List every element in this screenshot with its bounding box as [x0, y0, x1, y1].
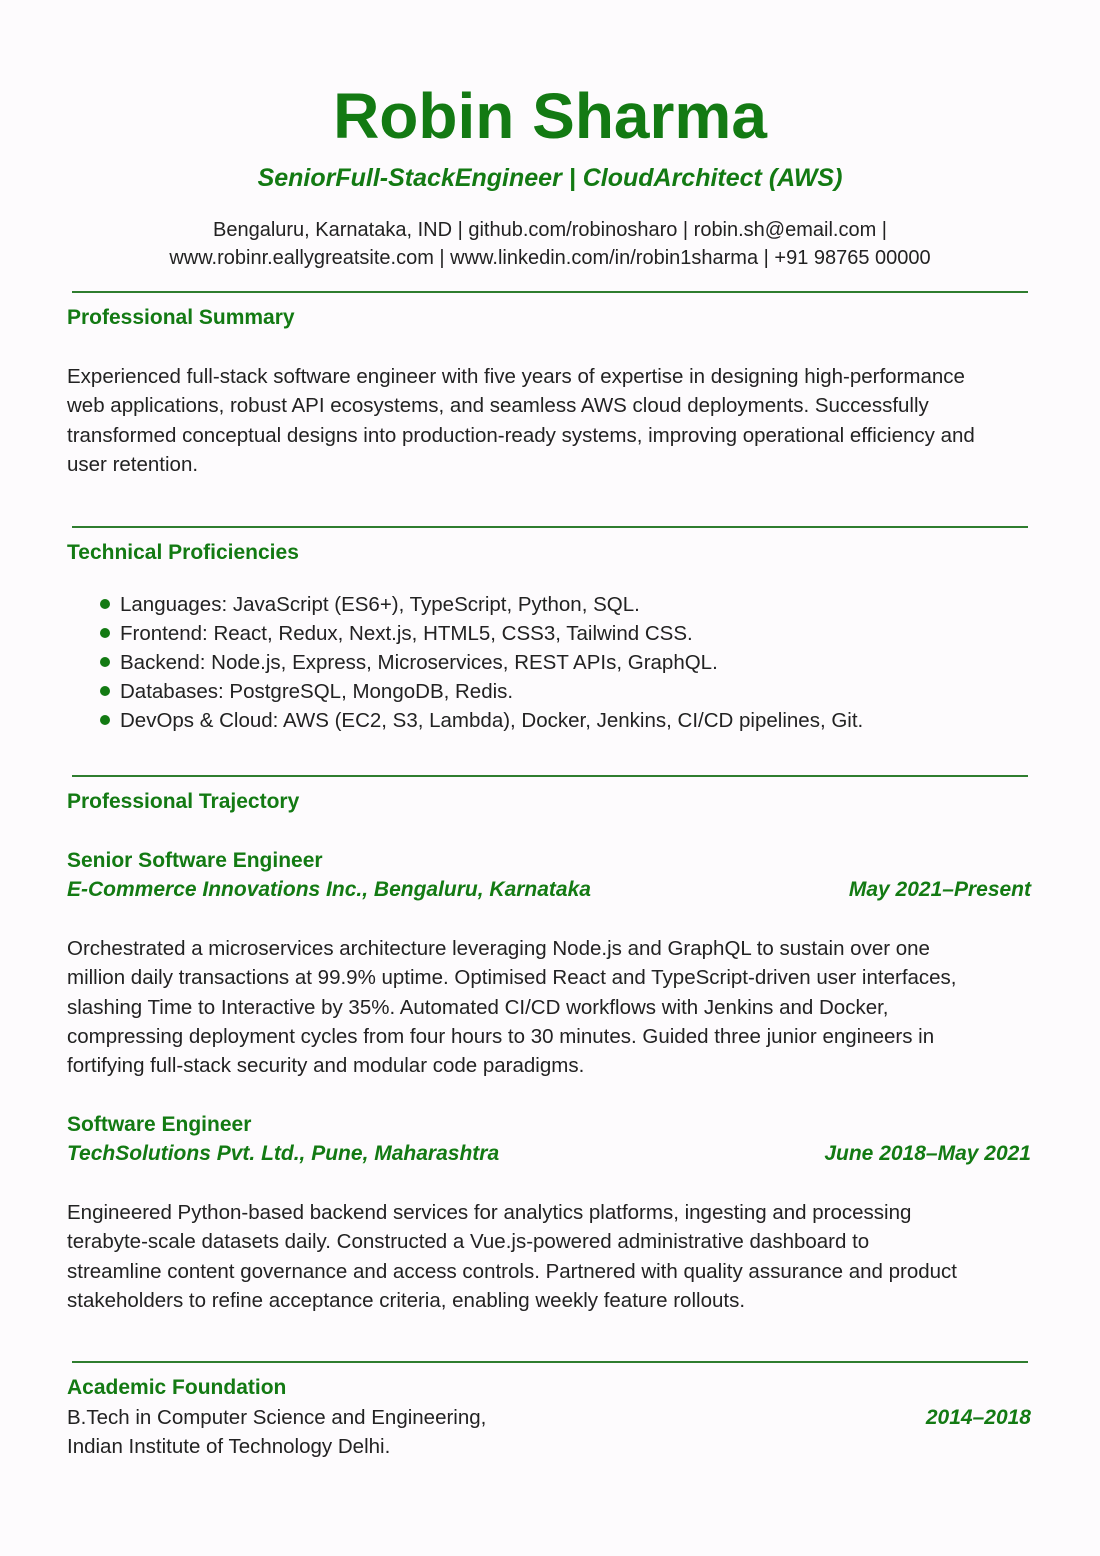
job-description-line: stakeholders to refine acceptance criteria, enabling weekly feature rollouts. — [67, 1288, 746, 1312]
bullet-icon — [100, 628, 110, 638]
headline: SeniorFull-StackEngineer | CloudArchitect (AWS) — [257, 164, 843, 192]
job-role: Software Engineer — [67, 1113, 252, 1136]
job-company: E-Commerce Innovations Inc., Bengaluru, Karnataka — [67, 878, 591, 901]
job-description — [67, 934, 1057, 1080]
summary-line: Experienced full-stack software engineer with five years of expertise in designing high-performance — [67, 365, 965, 388]
job-company: TechSolutions Pvt. Ltd., Pune, Maharashtra — [67, 1142, 500, 1165]
summary-text — [67, 362, 1057, 479]
skill-text: Frontend: React, Redux, Next.js, HTML5, CSS3, Tailwind CSS. — [120, 622, 693, 645]
skill-item-languages — [100, 590, 863, 619]
skill-text: Backend: Node.js, Express, Microservices, REST APIs, GraphQL. — [120, 651, 718, 674]
skill-item-databases — [100, 677, 863, 706]
summary-line: web applications, robust API ecosystems, and seamless AWS cloud deployments. Successfully — [67, 394, 929, 418]
skill-item-frontend — [100, 619, 863, 648]
contact-line-2: www.robinr.eallygreatsite.com | www.linkedin.com/in/robin1sharma | +91 98765 00000 — [169, 247, 931, 269]
skills-list — [100, 590, 863, 735]
education-degree: B.Tech in Computer Science and Engineering, — [67, 1406, 487, 1429]
job-description-line: compressing deployment cycles from four hours to 30 minutes. Guided three junior engineers in — [67, 1024, 935, 1048]
section-divider — [72, 1361, 1028, 1363]
section-divider — [72, 526, 1028, 528]
skill-text: DevOps & Cloud: AWS (EC2, S3, Lambda), Docker, Jenkins, CI/CD pipelines, Git. — [120, 709, 864, 732]
education-institution: Indian Institute of Technology Delhi. — [67, 1435, 391, 1458]
candidate-name: Robin Sharma — [333, 80, 767, 152]
skill-text: Databases: PostgreSQL, MongoDB, Redis. — [120, 680, 514, 703]
job-description-line: fortifying full-stack security and modular code paradigms. — [67, 1054, 585, 1078]
skill-item-devops — [100, 706, 863, 735]
skill-item-backend — [100, 648, 863, 677]
section-title-education: Academic Foundation — [67, 1376, 287, 1399]
summary-line: transformed conceptual designs into production-ready systems, improving operational efficiency and — [67, 423, 975, 447]
job-dates: May 2021–Present — [848, 878, 1031, 901]
section-title-skills: Technical Proficiencies — [67, 541, 299, 564]
section-divider — [72, 291, 1028, 293]
contact-line-1: Bengaluru, Karnataka, IND | github.com/robinosharo | robin.sh@email.com | — [213, 219, 887, 241]
education-dates: 2014–2018 — [925, 1406, 1031, 1429]
job-description-line: million daily transactions at 99.9% uptime. Optimised React and TypeScript-driven user interfaces, — [67, 966, 957, 990]
section-title-experience: Professional Trajectory — [67, 790, 300, 813]
job-description — [67, 1198, 1057, 1315]
job-description-line: terabyte-scale datasets daily. Constructed a Vue.js-powered administrative dashboard to — [67, 1230, 870, 1254]
job-description-line: Engineered Python-based backend services for analytics platforms, ingesting and processing — [67, 1201, 912, 1224]
skill-text: Languages: JavaScript (ES6+), TypeScript, Python, SQL. — [120, 593, 640, 616]
summary-line: user retention. — [67, 452, 199, 476]
section-divider — [72, 775, 1028, 777]
job-description-line: slashing Time to Interactive by 35%. Automated CI/CD workflows with Jenkins and Docker, — [67, 995, 889, 1019]
job-role: Senior Software Engineer — [67, 849, 323, 872]
job-description-line: Orchestrated a microservices architecture leveraging Node.js and GraphQL to sustain over one — [67, 937, 930, 960]
job-dates: June 2018–May 2021 — [824, 1142, 1031, 1165]
bullet-icon — [100, 657, 110, 667]
bullet-icon — [100, 686, 110, 696]
bullet-icon — [100, 599, 110, 609]
section-title-summary: Professional Summary — [67, 306, 295, 329]
bullet-icon — [100, 715, 110, 725]
job-description-line: streamline content governance and access controls. Partnered with quality assurance and product — [67, 1259, 957, 1283]
